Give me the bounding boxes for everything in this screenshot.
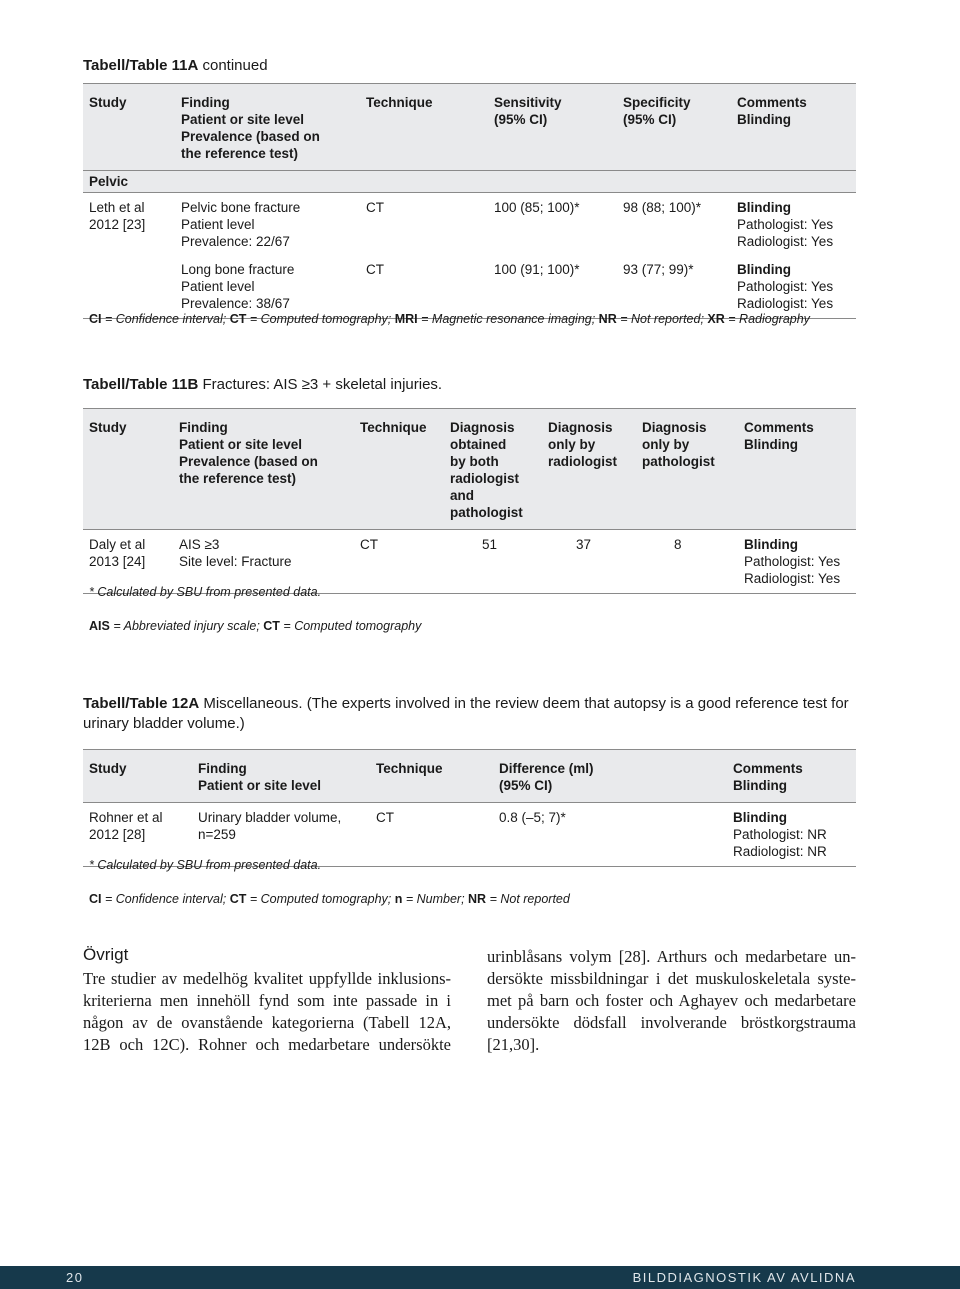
cell-diagnosis-radiologist: 37	[542, 530, 636, 594]
cell-comments: Blinding Pathologist: Yes Radiologist: Yes	[737, 200, 834, 249]
cell-difference: 0.8 (–5; 7)*	[493, 803, 727, 867]
cell-study	[83, 252, 175, 319]
header-technique: Technique	[360, 84, 488, 171]
header-technique: Technique	[370, 750, 493, 803]
table-12a	[83, 749, 856, 867]
cell-study: Rohner et al 2012 [28]	[83, 803, 192, 867]
header-sensitivity: Sensitivity (95% CI)	[488, 84, 617, 171]
cell-comments: Blinding Pathologist: Yes Radiologist: Yes	[731, 252, 856, 319]
header-comments: Comments Blinding	[738, 409, 856, 530]
cell-study: Leth et al 2012 [23]	[89, 200, 146, 232]
header-finding: Finding Patient or site level Prevalence (based on the reference test)	[173, 409, 354, 530]
cell-finding: Urinary bladder volume, n=259	[192, 803, 370, 867]
table-11b-footnote: * Calculated by SBU from presented data.	[89, 585, 322, 599]
table-12a-caption: Tabell/Table 12A Miscellaneous. (The experts involved in the review deem that autopsy is a good reference test for urinary bladder volume.)	[83, 695, 849, 732]
table-11a	[83, 83, 856, 319]
body-column-right: urinblåsans volym [28]. Arthurs och medarbetare un- dersökte missbildningar i det muskuloskeletala syste- met på barn och foster och Aghayev och medarbetare undersökte dödsfall involverande bröstkorgstrauma [21,30].	[487, 947, 856, 1054]
header-study: Study	[83, 750, 192, 803]
cell-diagnosis-pathologist: 8	[636, 530, 738, 594]
cell-technique: CT	[370, 803, 493, 867]
table-header-row	[83, 750, 856, 803]
table-11b-abbreviations: AIS = Abbreviated injury scale; CT = Computed tomography	[89, 619, 422, 633]
table-11b-caption: Tabell/Table 11B Fractures: AIS ≥3 + skeletal injuries.	[83, 376, 443, 393]
header-finding: Finding Patient or site level Prevalence (based on the reference test)	[175, 84, 360, 171]
header-difference: Difference (ml) (95% CI)	[493, 750, 727, 803]
cell-finding: Long bone fracture Patient level Prevalence: 38/67	[175, 252, 360, 319]
header-diagnosis-both: Diagnosis obtained by both radiologist and pathologist	[444, 409, 542, 530]
table-11a-abbreviations: CI = Confidence interval; CT = Computed tomography; MRI = Magnetic resonance imaging; NR = Not reported; XR = Radiography	[89, 312, 810, 326]
cell-study: Daly et al 2013 [24]	[83, 530, 173, 594]
page-number: 20	[66, 1270, 84, 1285]
header-finding: Finding Patient or site level	[192, 750, 370, 803]
table-12a-abbreviations: CI = Confidence interval; CT = Computed tomography; n = Number; NR = Not reported	[89, 892, 570, 906]
table-12a-footnote: * Calculated by SBU from presented data.	[89, 858, 322, 872]
cell-specificity: 98 (88; 100)*	[623, 200, 702, 215]
header-study: Study	[83, 409, 173, 530]
cell-sensitivity: 100 (85; 100)*	[494, 200, 580, 215]
cell-technique: CT	[360, 252, 488, 319]
table-header-row	[83, 84, 856, 171]
section-pelvic: Pelvic	[83, 171, 856, 193]
table-row	[83, 193, 856, 253]
header-technique: Technique	[354, 409, 444, 530]
header-study: Study	[83, 84, 175, 171]
header-comments: Comments Blinding	[727, 750, 856, 803]
table-11a-caption: Tabell/Table 11A continued	[83, 57, 268, 74]
cell-comments: Blinding Pathologist: Yes Radiologist: Yes	[738, 530, 856, 594]
header-diagnosis-radiologist: Diagnosis only by radiologist	[542, 409, 636, 530]
table-row	[83, 252, 856, 319]
cell-diagnosis-both: 51	[444, 530, 542, 594]
section-row	[83, 171, 856, 193]
section-heading: Övrigt	[83, 945, 129, 964]
cell-specificity: 93 (77; 99)*	[617, 252, 731, 319]
cell-sensitivity: 100 (91; 100)*	[488, 252, 617, 319]
cell-comments: Blinding Pathologist: NR Radiologist: NR	[727, 803, 856, 867]
cell-technique: CT	[366, 200, 384, 215]
footer-title: BILDDIAGNOSTIK AV AVLIDNA	[632, 1270, 856, 1285]
header-comments: Comments Blinding	[731, 84, 856, 171]
cell-finding: Pelvic bone fracture Patient level Prevalence: 22/67	[181, 200, 301, 249]
table-11b	[83, 408, 856, 594]
cell-technique: CT	[354, 530, 444, 594]
header-specificity: Specificity (95% CI)	[617, 84, 731, 171]
header-diagnosis-pathologist: Diagnosis only by pathologist	[636, 409, 738, 530]
body-column-left: Tre studier av medelhög kvalitet uppfyllde inklusions- kriterierna men innehöll fynd som inte passade in i någon av de ovanstående kategorierna (Tabell 12A, 12B och 12C). Rohner och medarbetare undersökte	[83, 969, 451, 1054]
cell-finding: AIS ≥3 Site level: Fracture	[173, 530, 354, 594]
table-header-row	[83, 409, 856, 530]
